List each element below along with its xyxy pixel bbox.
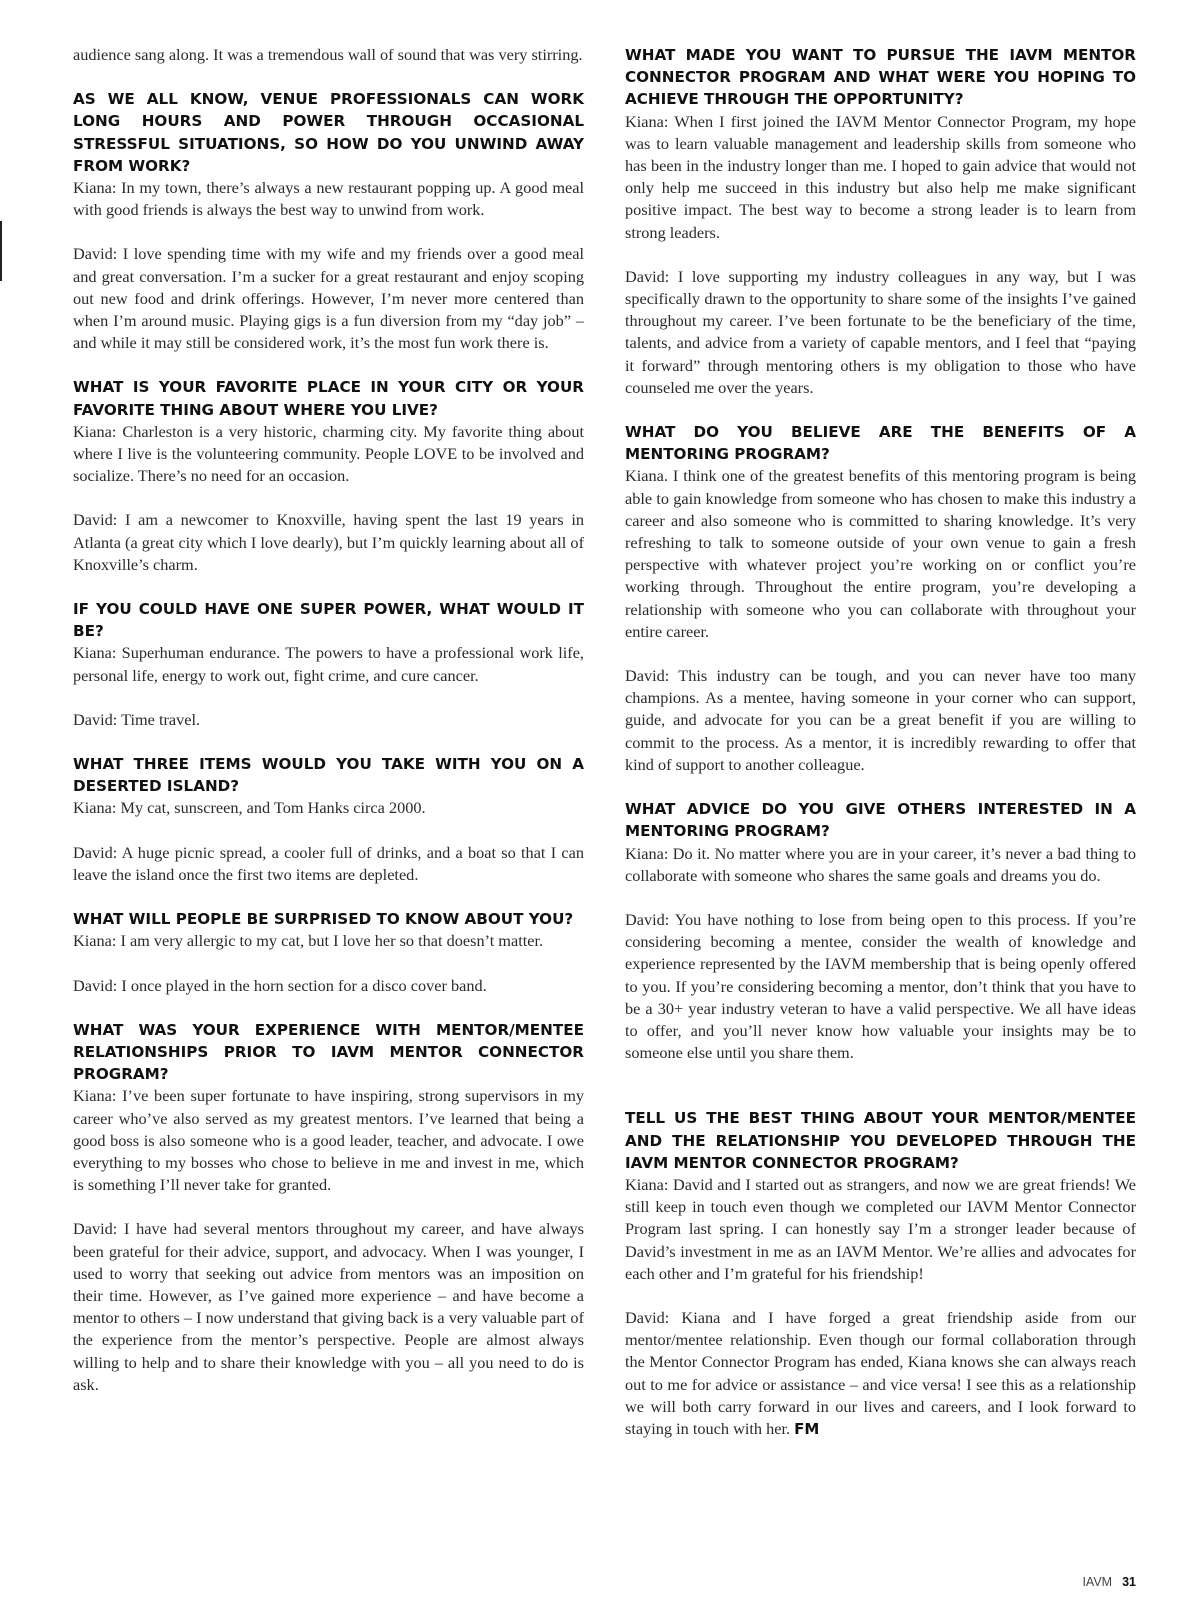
question-prior-experience: WHAT WAS YOUR EXPERIENCE WITH MENTOR/MENTEE RELATIONSHIPS PRIOR TO IAVM MENTOR CONNECTOR PROGRAM? xyxy=(73,1020,584,1084)
answer-david-prior-experience: David: I have had several mentors throughout my career, and have always been grateful for their advice, support, and advocacy. When I was younger, I used to worry that seeking out advice from mentors was an imposition on their time. However, as I’ve gained more experience – and have become a mentor to others – I now understand that giving back is a very valuable part of the experience from the mentor’s perspective. People are almost always willing to help and to share their knowledge with you – all you need to do is ask. xyxy=(73,1219,584,1394)
question-surprised: WHAT WILL PEOPLE BE SURPRISED TO KNOW ABOUT YOU? xyxy=(73,910,574,929)
answer-kiana-why-program: Kiana: When I first joined the IAVM Mentor Connector Program, my hope was to learn valuable management and leadership skills from someone who has been in the industry longer than me. I hoped to gain advice that would not only help me succeed in this industry but also help me make significant positive impact. The best way to become a strong leader is to learn from strong leaders. xyxy=(625,111,1136,242)
question-why-program: WHAT MADE YOU WANT TO PURSUE THE IAVM MENTOR CONNECTOR PROGRAM AND WHAT WERE YOU HOPING TO ACHIEVE THROUGH THE OPPORTUNITY? xyxy=(625,46,1136,109)
answer-david-unwind: David: I love spending time with my wife and my friends over a good meal and great conversation. I’m a sucker for a great restaurant and enjoy scoping out new food and drink offerings. However, I’m never more centered than when I’m around music. Playing gigs is a fun diversion from my “day job” – and while it may still be considered work, it’s the most fun work there is. xyxy=(73,244,584,353)
answer-david-surprised: David: I once played in the horn section for a disco cover band. xyxy=(73,975,487,995)
publication-name: IAVM xyxy=(1082,1575,1113,1589)
answer-kiana-benefits: Kiana. I think one of the greatest benefits of this mentoring program is being able to gain knowledge from someone who has chosen to make this industry a career and also someone who is committed to sharing knowledge. It’s very refreshing to talk to someone outside of your own venue to gain a fresh perspective with whatever project you’re working on or conflict you’re working through. Throughout the entire program, you’re developing a relationship with someone who you can collaborate with throughout your entire career. xyxy=(625,466,1136,641)
question-deserted-island: WHAT THREE ITEMS WOULD YOU TAKE WITH YOU ON A DESERTED ISLAND? xyxy=(73,755,584,796)
answer-kiana-prior-experience: Kiana: I’ve been super fortunate to have inspiring, strong supervisors in my career who’ve also served as my greatest mentors. I’ve learned that being a good boss is also someone who is a good leader, teacher, and advocate. I owe everything to my bosses who chose to believe in me and invest in me, which is something I’ll never take for granted. xyxy=(73,1086,584,1195)
intro-paragraph: audience sang along. It was a tremendous wall of sound that was very stirring. xyxy=(73,45,583,64)
left-column xyxy=(73,44,584,1440)
answer-kiana-advice: Kiana: Do it. No matter where you are in your career, it’s never a bad thing to collaborate with someone who shares the same goals and dreams you do. xyxy=(625,843,1136,885)
answer-kiana-super-power: Kiana: Superhuman endurance. The powers to have a professional work life, personal life, energy to work out, fight crime, and cure cancer. xyxy=(73,643,584,685)
answer-kiana-favorite-place: Kiana: Charleston is a very historic, charming city. My favorite thing about where I live is the volunteering community. People LOVE to be involved and socialize. There’s no need for an occasion. xyxy=(73,421,584,486)
margin-rule xyxy=(0,221,2,281)
page-footer xyxy=(1082,1575,1136,1589)
question-unwind: AS WE ALL KNOW, VENUE PROFESSIONALS CAN WORK LONG HOURS AND POWER THROUGH OCCASIONAL STRESSFUL SITUATIONS, SO HOW DO YOU UNWIND AWAY FROM WORK? xyxy=(73,90,584,175)
question-super-power: IF YOU COULD HAVE ONE SUPER POWER, WHAT WOULD IT BE? xyxy=(73,600,584,641)
answer-david-advice: David: You have nothing to lose from being open to this process. If you’re considering becoming a mentee, consider the wealth of knowledge and experience represented by the IAVM membership that is being openly offered to you. If you’re considering becoming a mentor, don’t think that you have to be a 30+ year industry veteran to have a valid perspective. We all have ideas to offer, and you’ll never know how valuable your insights may be to someone else until you share them. xyxy=(625,909,1136,1063)
article-page xyxy=(73,44,1136,1440)
answer-kiana-unwind: Kiana: In my town, there’s always a new restaurant popping up. A good meal with good friends is always the best way to unwind from work. xyxy=(73,178,584,220)
end-mark: FM xyxy=(794,1419,820,1438)
answer-david-why-program: David: I love supporting my industry colleagues in any way, but I was specifically drawn to the opportunity to share some of the insights I’ve gained throughout my career. I’ve been fortunate to be the beneficiary of the time, talents, and advice from a variety of capable mentors, and I feel that “paying it forward” through mentoring others is my obligation to those who have counseled me over the years. xyxy=(625,266,1136,397)
question-best-thing: TELL US THE BEST THING ABOUT YOUR MENTOR/MENTEE AND THE RELATIONSHIP YOU DEVELOPED THROUGH THE IAVM MENTOR CONNECTOR PROGRAM? xyxy=(625,1109,1136,1172)
answer-david-best-thing xyxy=(625,1307,1136,1440)
answer-david-super-power: David: Time travel. xyxy=(73,709,201,729)
question-advice: WHAT ADVICE DO YOU GIVE OTHERS INTERESTED IN A MENTORING PROGRAM? xyxy=(625,800,1136,841)
right-column xyxy=(625,44,1136,1440)
answer-david-favorite-place: David: I am a newcomer to Knoxville, having spent the last 19 years in Atlanta (a great city which I love dearly), but I’m quickly learning about all of Knoxville’s charm. xyxy=(73,510,584,574)
answer-david-benefits: David: This industry can be tough, and you can never have too many champions. As a mentee, having someone in your corner who can support, guide, and advocate for you can be a great benefit if you are willing to commit to the process. As a mentor, it is incredibly rewarding to offer that kind of support to another colleague. xyxy=(625,666,1136,774)
answer-kiana-surprised: Kiana: I am very allergic to my cat, but I love her so that doesn’t matter. xyxy=(73,931,544,951)
question-favorite-place: WHAT IS YOUR FAVORITE PLACE IN YOUR CITY OR YOUR FAVORITE THING ABOUT WHERE YOU LIVE? xyxy=(73,378,584,419)
answer-david-deserted-island: David: A huge picnic spread, a cooler full of drinks, and a boat so that I can leave the island once the first two items are depleted. xyxy=(73,842,584,884)
question-benefits: WHAT DO YOU BELIEVE ARE THE BENEFITS OF A MENTORING PROGRAM? xyxy=(625,423,1136,464)
answer-kiana-best-thing: Kiana: David and I started out as strangers, and now we are great friends! We still keep in touch even though we completed our IAVM Mentor Connector Program last spring. I can honestly say I’m a stronger leader because of David’s investment in me as an IAVM Mentor. We’re allies and advocates for each other and I’m grateful for his friendship! xyxy=(625,1174,1136,1283)
answer-david-best-thing-text: David: Kiana and I have forged a great friendship aside from our mentor/mentee relationship. Even though our formal collaboration through the Mentor Connector Program has ended, Kiana knows she can always reach out to me for advice or assistance – and vice versa! I see this as a relationship we will both carry forward in our lives and careers, and I look forward to staying in touch with her. xyxy=(625,1307,1136,1438)
page-number: 31 xyxy=(1122,1575,1136,1589)
answer-kiana-deserted-island: Kiana: My cat, sunscreen, and Tom Hanks circa 2000. xyxy=(73,798,426,818)
